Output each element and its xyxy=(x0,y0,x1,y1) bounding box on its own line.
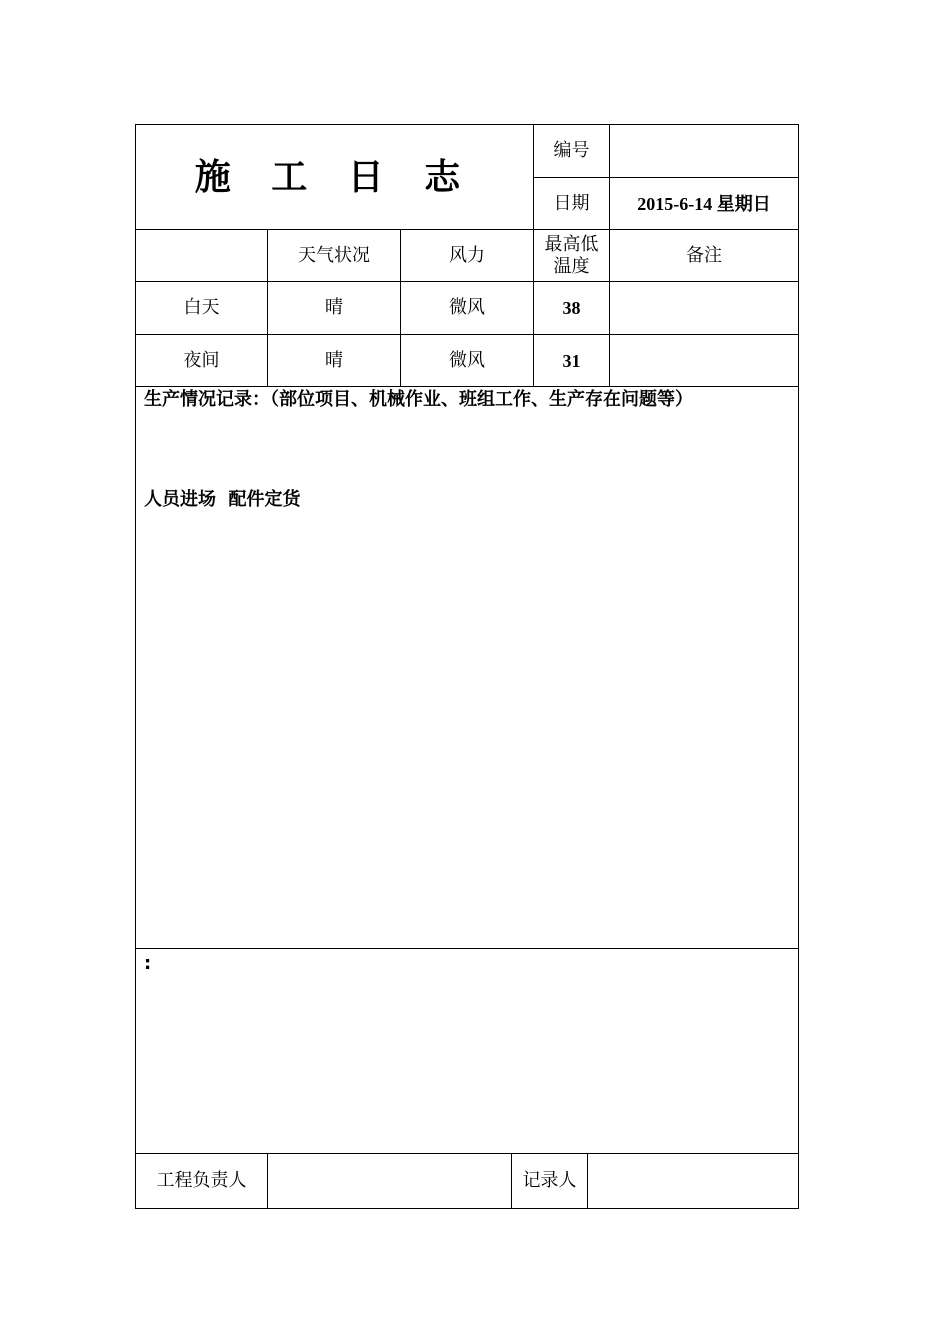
divider xyxy=(135,386,799,387)
night-label: 夜间 xyxy=(183,349,220,371)
project-manager-value[interactable] xyxy=(268,1154,511,1208)
project-manager-label: 工程负责人 xyxy=(156,1170,247,1191)
night-wind[interactable]: 微风 xyxy=(449,349,485,371)
night-condition[interactable]: 晴 xyxy=(325,349,343,371)
recorder-label: 记录人 xyxy=(522,1170,577,1191)
temperature-header-line2: 温度 xyxy=(553,255,590,277)
production-record-content[interactable]: 人员进场 配件定货 xyxy=(144,489,301,510)
recorder-value[interactable] xyxy=(588,1154,798,1208)
wind-header: 风力 xyxy=(449,244,485,266)
number-label: 编号 xyxy=(553,140,590,161)
table-border-bottom xyxy=(135,1208,799,1209)
date-value[interactable]: 2015-6-14 星期日 xyxy=(637,193,771,214)
night-temperature[interactable]: 31 xyxy=(562,350,581,371)
second-section-label: : xyxy=(144,953,152,974)
temperature-header-line1: 最高低 xyxy=(544,233,599,255)
day-note[interactable] xyxy=(610,282,798,334)
weather-condition-header: 天气状况 xyxy=(298,244,370,266)
number-value[interactable] xyxy=(610,125,798,177)
divider xyxy=(135,948,799,949)
date-label: 日期 xyxy=(553,192,590,214)
day-temperature[interactable]: 38 xyxy=(562,298,581,318)
note-header: 备注 xyxy=(686,244,722,266)
night-note[interactable] xyxy=(610,335,798,386)
weather-header-blank xyxy=(136,230,267,281)
production-record-label: 生产情况记录：（部位项目、机械作业、班组工作、生产存在问题等） xyxy=(144,389,693,410)
day-label: 白天 xyxy=(183,297,220,318)
day-condition[interactable]: 晴 xyxy=(325,297,343,318)
table-border-right xyxy=(798,124,799,1209)
temperature-header xyxy=(534,230,609,281)
page-title: 施 工 日 志 xyxy=(194,156,475,198)
day-wind[interactable]: 微风 xyxy=(449,297,485,318)
